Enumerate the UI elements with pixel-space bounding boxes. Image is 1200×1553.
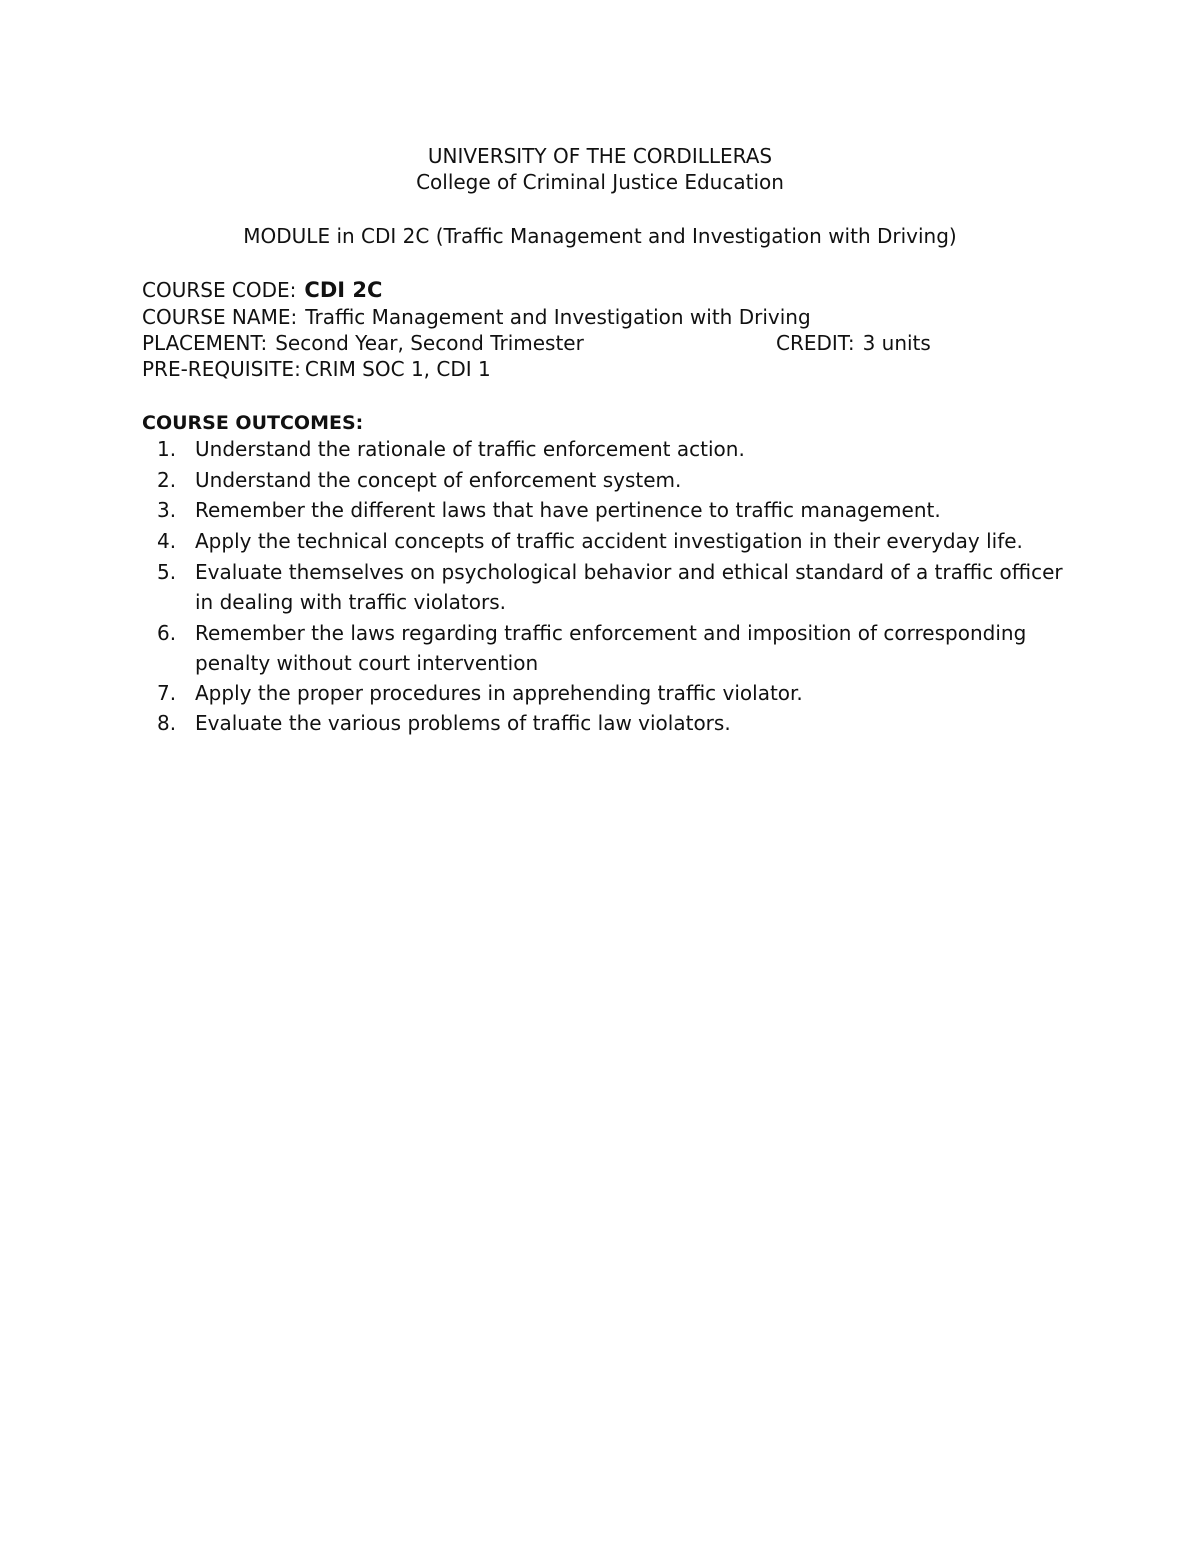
- placement-label: PLACEMENT:: [142, 331, 268, 355]
- placement-line: [142, 330, 584, 356]
- list-item-text: Understand the concept of enforcement system.: [195, 468, 682, 492]
- list-item-number: 4.: [157, 529, 177, 553]
- list-item-text: Understand the rationale of traffic enforcement action.: [195, 437, 745, 461]
- list-item-number: 7.: [157, 681, 177, 705]
- prerequisite-line: [142, 356, 491, 382]
- course-name-label: COURSE NAME:: [142, 305, 298, 329]
- list-item-number: 8.: [157, 711, 177, 735]
- course-name-value: Traffic Management and Investigation with Driving: [305, 305, 811, 329]
- university-name: UNIVERSITY OF THE CORDILLERAS: [427, 144, 773, 168]
- course-code-line: [142, 277, 382, 303]
- credit-label: CREDIT:: [776, 331, 855, 355]
- course-outcomes-heading: COURSE OUTCOMES:: [142, 412, 364, 434]
- list-item-text: Remember the different laws that have pertinence to traffic management.: [195, 498, 941, 522]
- list-item-text: Evaluate themselves on psychological behavior and ethical standard of a traffic officer in dealing with traffic violators.: [195, 560, 1063, 614]
- list-item-text: Apply the technical concepts of traffic accident investigation in their everyday life.: [195, 529, 1023, 553]
- list-item-text: Remember the laws regarding traffic enforcement and imposition of corresponding penalty without court intervention: [195, 621, 1027, 675]
- list-item-number: 1.: [157, 437, 177, 461]
- list-item-number: 3.: [157, 498, 177, 522]
- prerequisite-label: PRE-REQUISITE:: [142, 357, 301, 381]
- placement-value: Second Year, Second Trimester: [275, 331, 584, 355]
- list-item-number: 2.: [157, 468, 177, 492]
- course-code-label: COURSE CODE:: [142, 278, 297, 302]
- credit-line: [776, 330, 931, 356]
- list-item-number: 5.: [157, 560, 177, 584]
- list-item-number: 6.: [157, 621, 177, 645]
- credit-value: 3 units: [862, 331, 931, 355]
- list-item-text: Evaluate the various problems of traffic law violators.: [195, 711, 731, 735]
- course-name-line: [142, 304, 811, 330]
- module-title: MODULE in CDI 2C (Traffic Management and Investigation with Driving): [243, 224, 957, 248]
- course-code-value: CDI 2C: [304, 278, 383, 302]
- prerequisite-value: CRIM SOC 1, CDI 1: [304, 357, 491, 381]
- college-name: College of Criminal Justice Education: [416, 170, 784, 194]
- list-item-text: Apply the proper procedures in apprehending traffic violator.: [195, 681, 803, 705]
